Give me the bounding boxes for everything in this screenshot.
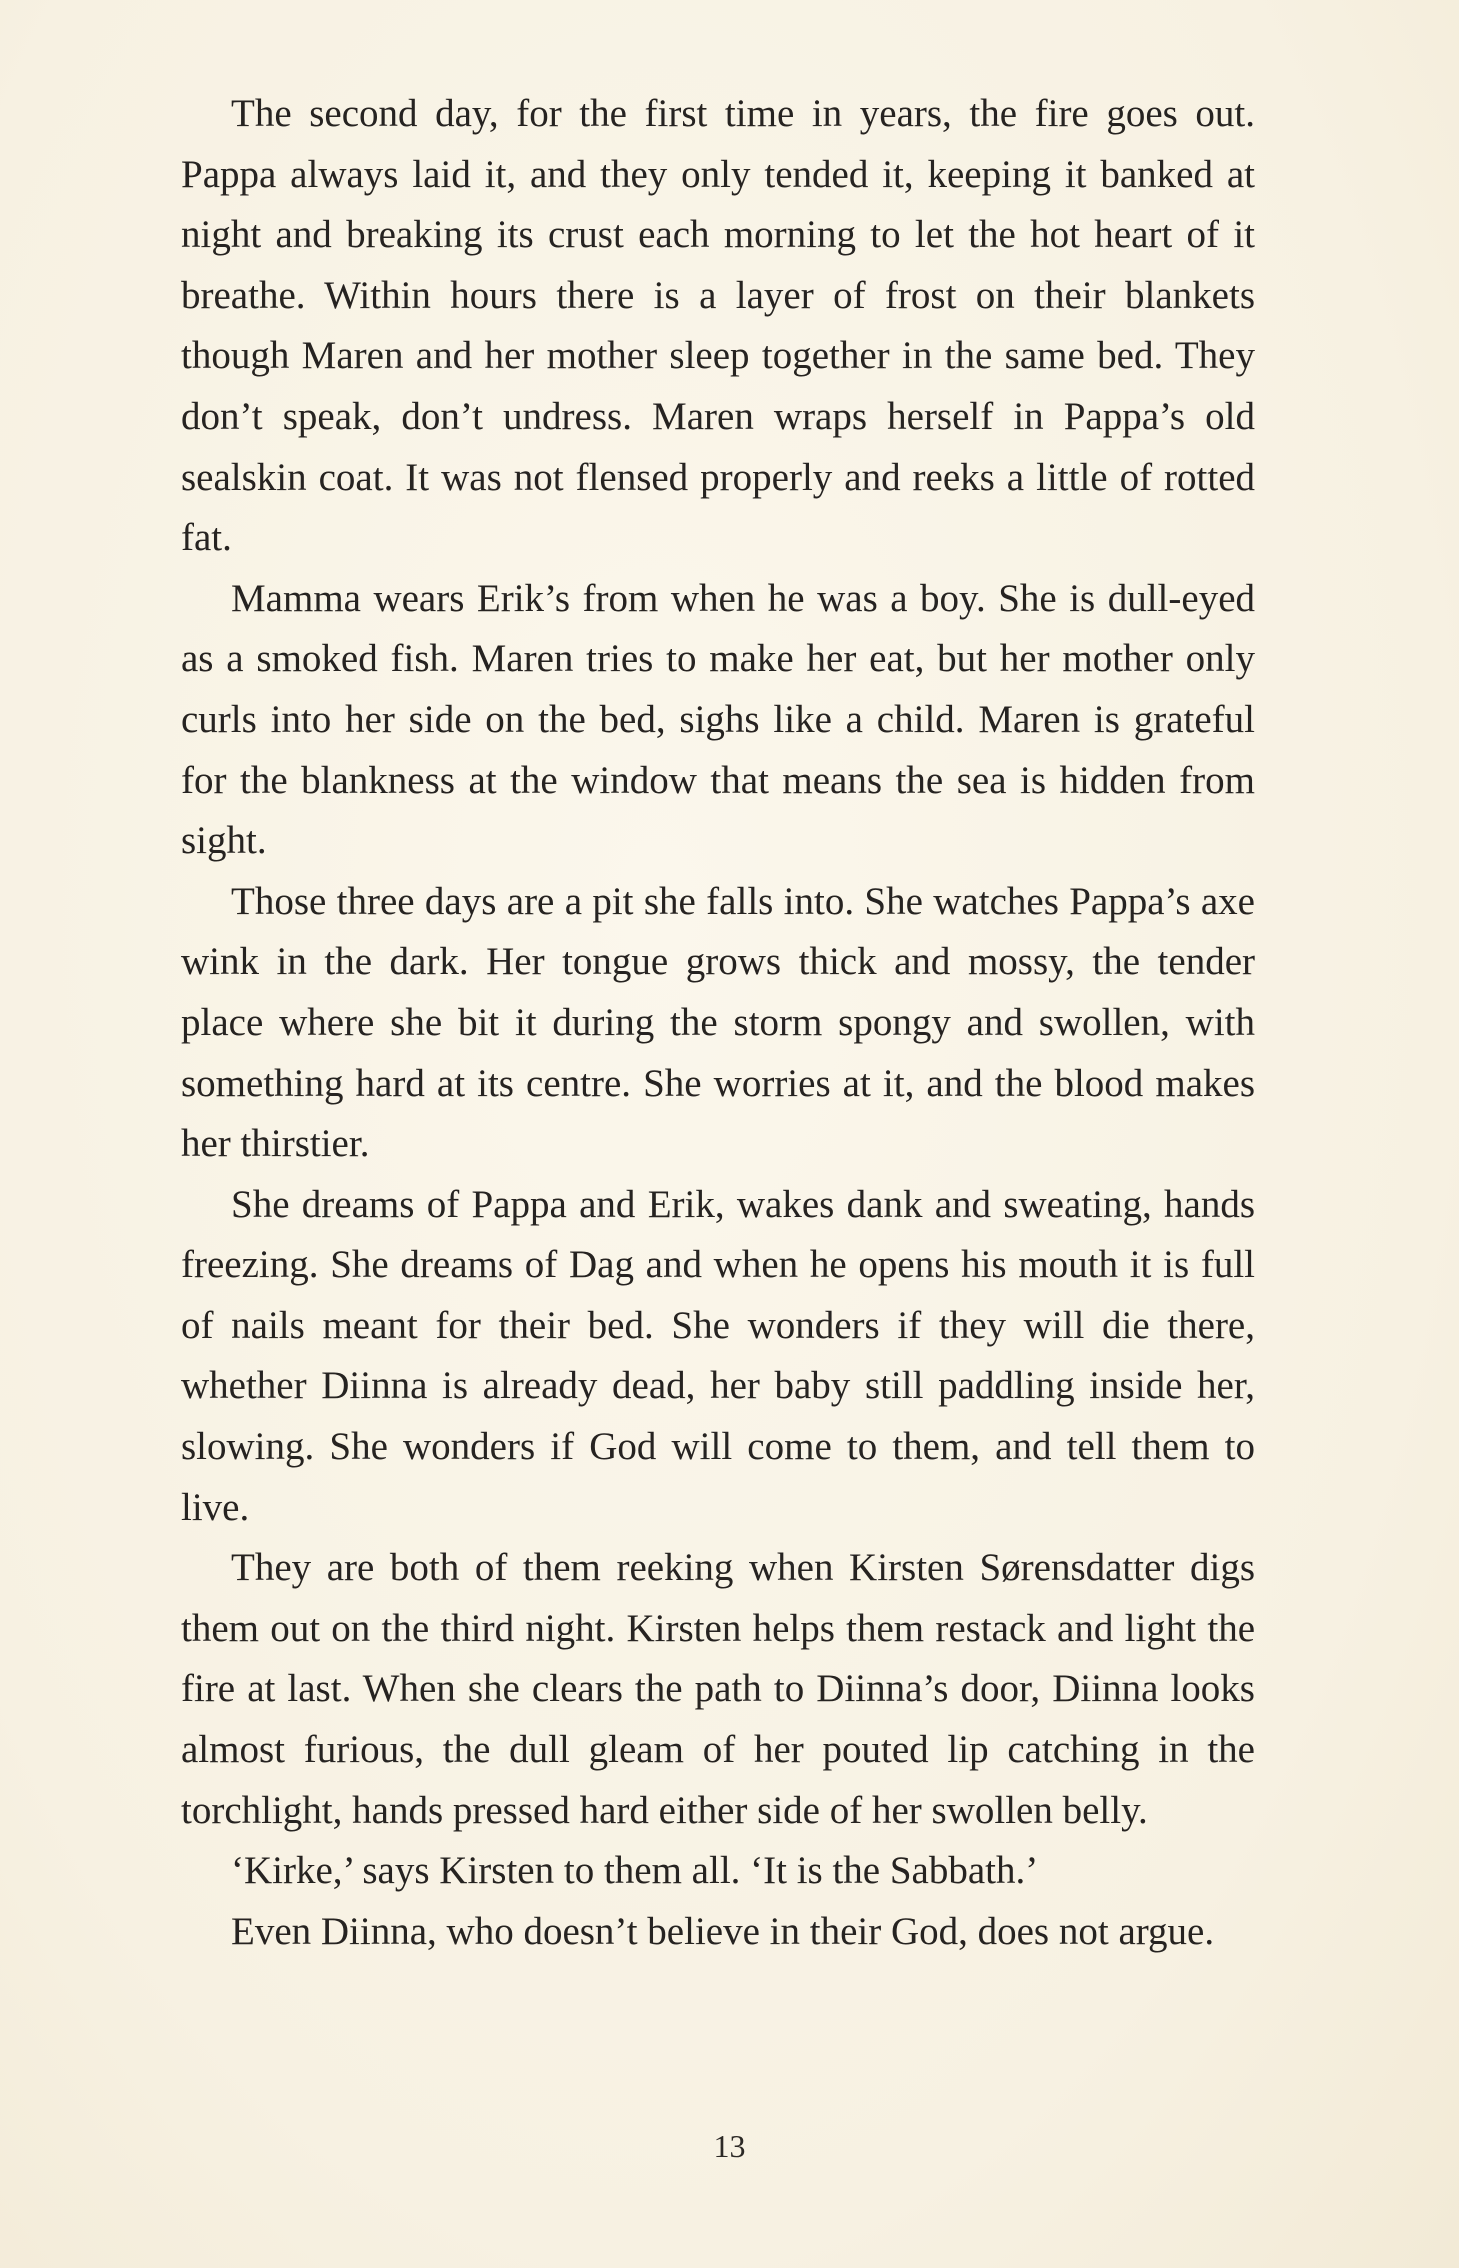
paragraph-1: The second day, for the first time in years, the fire goes out. Pappa always laid it, and they only tended it, keeping it banked at night and breaking its crust each morning to let the hot heart of it breathe. Within hours there is a layer of frost on their blankets though Maren and her mother sleep together in the same bed. They don’t speak, don’t undress. Maren wraps herself in Pappa’s old sealskin coat. It was not flensed properly and reeks a little of rotted fat.	[181, 92, 1255, 560]
paragraph-3: Those three days are a pit she falls into. She watches Pappa’s axe wink in the dark. Her tongue grows thick and mossy, the tender place where she bit it during the storm spongy and swollen, with something hard at its centre. She worries at it, and the blood makes her thirstier.	[181, 879, 1255, 1166]
page-number: 13	[713, 2128, 746, 2164]
paragraph-5: They are both of them reeking when Kirsten Sørensdatter digs them out on the third night. Kirsten helps them restack and light the fire at last. When she clears the path to Diinna’s door, Diinna looks almost furious, the dull gleam of her pouted lip catching in the torchlight, hands pressed hard either side of her swollen belly.	[181, 1546, 1255, 1832]
paragraph-4: She dreams of Pappa and Erik, wakes dank and sweating, hands freezing. She dreams of Dag and when he opens his mouth it is full of nails meant for their bed. She wonders if they will die there, whether Diinna is already dead, her baby still paddling inside her, slowing. She wonders if God will come to them, and tell them to live.	[181, 1182, 1255, 1529]
body-text	[181, 84, 1255, 1962]
paragraph-2: Mamma wears Erik’s from when he was a boy. She is dull-eyed as a smoked fish. Maren tries to make her eat, but her mother only curls into her side on the bed, sighs like a child. Maren is grateful for the blankness at the window that means the sea is hidden from sight.	[181, 576, 1255, 863]
paragraph-6: ‘Kirke,’ says Kirsten to them all. ‘It is the Sabbath.’	[231, 1849, 1039, 1893]
paragraph-7: Even Diinna, who doesn’t believe in their God, does not argue.	[231, 1909, 1215, 1953]
